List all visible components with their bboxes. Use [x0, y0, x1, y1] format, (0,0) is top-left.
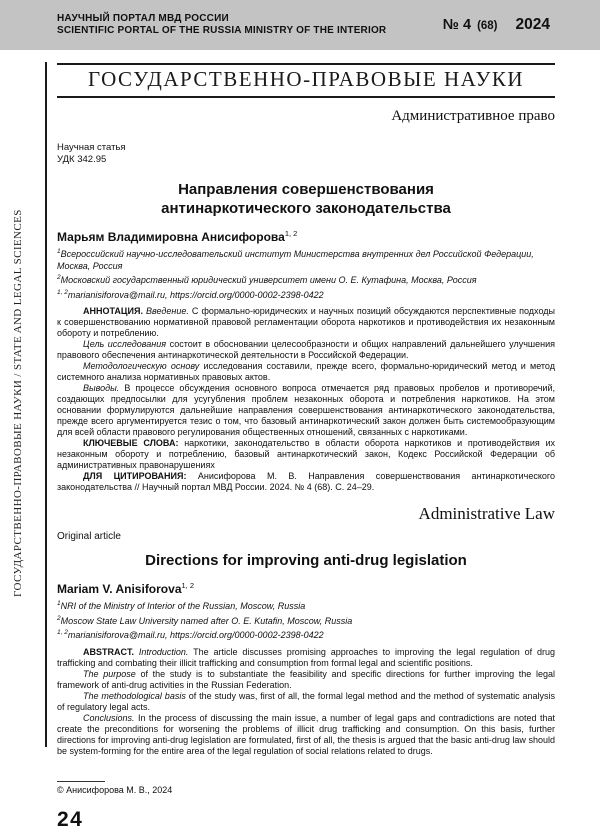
affiliation-1-en: $^1$NRI of the Ministry of Interior of the Russian, Moscow, Russia	[57, 600, 306, 611]
section-heading-box	[57, 63, 555, 98]
author-en: Mariam V. Anisiforova$^{1, 2}$	[57, 581, 195, 596]
keywords-ru: КЛЮЧЕВЫЕ СЛОВА: наркотики, законодательство в области оборота наркотиков и противодействия их незаконным обороту и потреблению, базовый антинаркотический закон, Кодекс Российской Федерации об административных правонарушениях	[57, 438, 556, 470]
journal-masthead	[0, 0, 600, 50]
page-number: 24	[57, 807, 84, 831]
article-type-ru: Научная статья	[57, 142, 126, 153]
journal-title-block	[57, 13, 386, 38]
udc-code: УДК 342.95	[57, 154, 107, 165]
subsection-label-en: Administrative Law	[418, 504, 555, 523]
abstract-ru-introduction: АННОТАЦИЯ. Введение. С формально-юридических и научных позиций обсуждаются перспективные подходы к совершенствованию нормативной правовой регламентации оборота наркотиков и противодействия их незаконным обороту и потреблению.	[57, 306, 555, 338]
affiliation-2-en: $^2$Moscow State Law University named after O. E. Kutafin, Moscow, Russia	[57, 614, 353, 626]
citation-ru: ДЛЯ ЦИТИРОВАНИЯ: Анисифорова М. В. Направления совершенствования антинаркотического законодательства // Научный портал МВД России. 2024. № 4 (68). С. 24–29.	[57, 471, 555, 492]
sidebar-section-caption: ГОСУДАРСТВЕННО-ПРАВОВЫЕ НАУКИ / STATE AND LEGAL SCIENCES	[12, 209, 24, 597]
copyright-notice: © Анисифорова М. В., 2024	[57, 784, 173, 795]
abstract-en-introduction: ABSTRACT. Introduction. The article discusses promising approaches to improving the legal regulation of drug trafficking and combating their illicit trafficking and consumption from formal legal and scientific positions.	[57, 646, 555, 668]
copyright-rule	[57, 781, 105, 782]
article-title-ru: Направления совершенствования антинаркотического законодательства	[161, 181, 451, 217]
affiliations-en	[57, 598, 555, 642]
affiliation-1-ru: $^1$Всероссийский научно-исследовательский институт Министерства внутренних дел Российской Федерации, Москва, Россия	[57, 248, 534, 271]
author-affil-marks: 1, 2	[284, 229, 298, 238]
abstract-ru	[57, 306, 555, 493]
contact-link-ru[interactable]: $^{1, 2}$marianisiforova@mail.ru, https://orcid.org/0000-0002-2398-0422	[57, 288, 324, 300]
issue-number: № 4	[442, 17, 472, 33]
issue-year: 2024	[515, 16, 550, 33]
section-heading: ГОСУДАРСТВЕННО-ПРАВОВЫЕ НАУКИ	[87, 67, 525, 91]
article-type-en: Original article	[57, 531, 121, 542]
sidebar-vertical-rule	[45, 62, 47, 747]
affiliations-ru	[57, 246, 555, 301]
article-page	[57, 50, 555, 832]
issue-volume: (68)	[477, 20, 498, 32]
subsection-label-ru: Административное право	[391, 108, 555, 124]
author-ru: Марьям Владимировна Анисифорова$^{1, 2}$	[57, 229, 298, 244]
article-meta	[57, 142, 555, 166]
abstract-ru-conclusions: Выводы. В процессе обсуждения основного вопроса отмечается ряд правовых пробелов и противоречий, создающих предпосылки для усугубления проблем незаконных оборота и потребления наркотиков. На этом основании формулируются дальнейшие направления совершенствования антинаркотического законодательства, прежде всего аргументируется тезис о том, что базовый антинаркотический закон должен быть системообразующим для всей области правового регулирования общественных отношений, связанных с наркотиками.	[57, 383, 555, 437]
abstract-ru-methodology: Методологическую основу исследования составили, прежде всего, формально-юридический метод и метод системного анализа нормативных правовых актов.	[57, 361, 555, 382]
article-title-en: Directions for improving anti-drug legislation	[145, 552, 467, 569]
abstract-en-methodology: The methodological basis of the study was, first of all, the formal legal method and the method of systematic analysis of regulatory legal acts.	[57, 690, 555, 712]
abstract-en-conclusions: Conclusions. In the process of discussing the main issue, a number of legal gaps and contradictions are noted that create the preconditions for worsening the problems of illicit drug trafficking and consumption. On this basis, further directions for improving anti-drug legislation are formulated, first of all, the thesis is argued that the basic anti-drug law should be system-forming for the entire area of the legal regulation of social relations related to drugs.	[57, 712, 555, 756]
abstract-en-purpose: The purpose of the study is to substantiate the feasibility and specific directions for further improving the legal framework of anti-drug activities in the Russian Federation.	[57, 668, 555, 690]
affiliation-2-ru: $^2$Московский государственный юридический университет имени О. Е. Кутафина, Москва, Россия	[57, 274, 477, 285]
abstract-en	[57, 647, 555, 757]
journal-title-ru: НАУЧНЫЙ ПОРТАЛ МВД РОССИИ	[57, 12, 229, 24]
issue-block	[443, 16, 550, 34]
author-affil-marks-en: 1, 2	[181, 581, 195, 590]
contact-link-en[interactable]: $^{1, 2}$marianisiforova@mail.ru, https://orcid.org/0000-0002-2398-0422	[57, 629, 324, 640]
abstract-ru-purpose: Цель исследования состоит в обосновании целесообразности и общих направлений дальнейшего улучшения правового обеспечения антинаркотической деятельности в Российской Федерации.	[57, 339, 555, 360]
journal-title-en: SCIENTIFIC PORTAL OF THE RUSSIA MINISTRY OF THE INTERIOR	[57, 25, 387, 36]
